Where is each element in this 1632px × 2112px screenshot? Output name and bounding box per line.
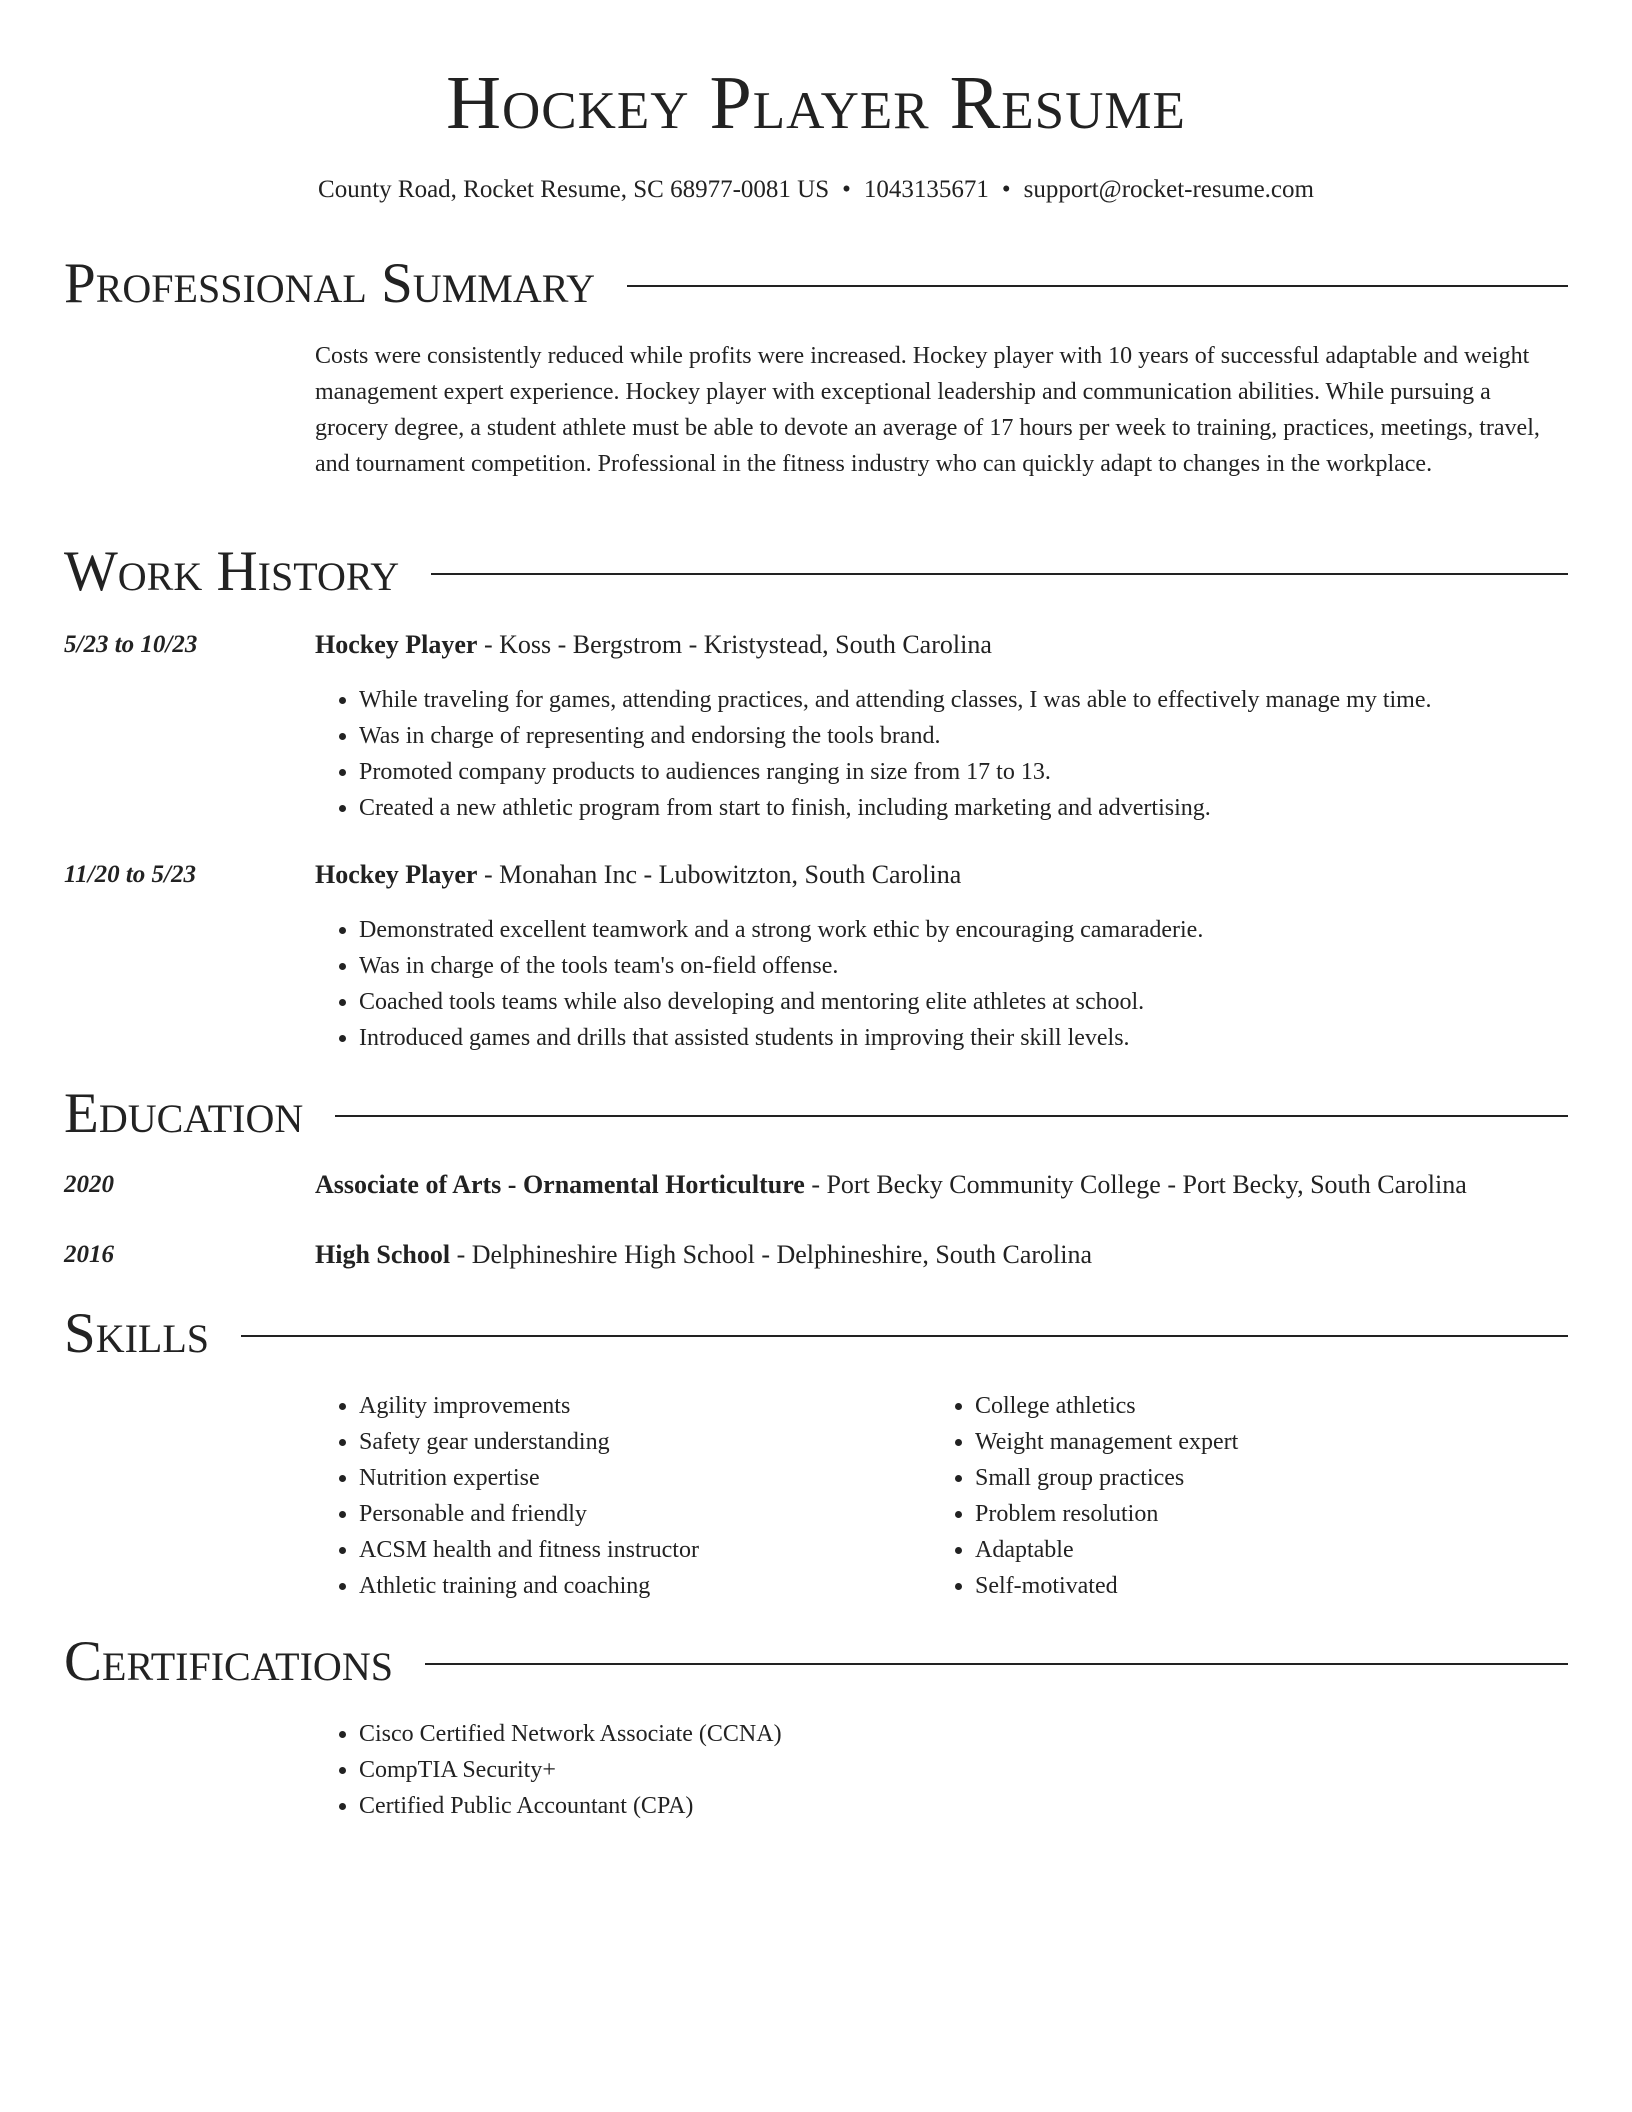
job-position: Hockey Player xyxy=(315,860,478,889)
education-degree: High School xyxy=(315,1240,451,1269)
list-item: • ACSM health and fitness instructor xyxy=(359,1532,699,1568)
education-year: 2020 xyxy=(64,1171,114,1198)
list-item: • College athletics xyxy=(975,1388,1238,1424)
skills-list-left xyxy=(315,1388,699,1604)
skills-section-header xyxy=(64,1302,1568,1366)
education-entry xyxy=(315,1238,1568,1272)
job-details: - Koss - Bergstrom - Kristystead, South Carolina xyxy=(477,630,992,659)
list-item: • Self-motivated xyxy=(975,1568,1238,1604)
certifications-heading: Certifications xyxy=(64,1630,393,1693)
section-divider xyxy=(627,285,1568,287)
education-details: - Delphineshire High School - Delphineshire, South Carolina xyxy=(450,1240,1093,1269)
email: support@rocket-resume.com xyxy=(1023,176,1314,203)
contact-separator: • xyxy=(842,176,851,203)
certifications-section-header xyxy=(64,1630,1568,1694)
list-item: • Promoted company products to audiences ranging in size from 17 to 13. xyxy=(359,754,1432,790)
section-divider xyxy=(431,573,1568,575)
certifications-list xyxy=(315,1716,782,1824)
list-item: • Nutrition expertise xyxy=(359,1460,699,1496)
list-item: • CompTIA Security+ xyxy=(359,1752,782,1788)
contact-separator: • xyxy=(1001,176,1011,203)
section-divider xyxy=(425,1663,1568,1665)
education-entry xyxy=(315,1168,1568,1202)
job-position: Hockey Player xyxy=(315,630,478,659)
list-item: • Weight management expert xyxy=(975,1424,1238,1460)
education-degree: Associate of Arts - Ornamental Horticulture xyxy=(315,1170,805,1199)
summary-heading: Professional Summary xyxy=(64,252,596,315)
job-details: - Monahan Inc - Lubowitzton, South Carolina xyxy=(477,860,962,889)
list-item: • Agility improvements xyxy=(359,1388,699,1424)
job-dates: 5/23 to 10/23 xyxy=(64,631,198,658)
job-dates: 11/20 to 5/23 xyxy=(64,861,196,888)
list-item: • Cisco Certified Network Associate (CCNA) xyxy=(359,1716,782,1752)
education-year: 2016 xyxy=(64,1241,114,1268)
list-item: • Was in charge of representing and endorsing the tools brand. xyxy=(359,718,1432,754)
list-item: • Was in charge of the tools team's on-field offense. xyxy=(359,948,1203,984)
resume-title: Hockey Player Resume xyxy=(446,61,1186,145)
skills-list-right xyxy=(931,1388,1238,1604)
job-heading xyxy=(315,858,1568,892)
summary-text: Costs were consistently reduced while profits were increased. Hockey player with 10 years of successful adaptable and weight management expert experience. Hockey player with exceptional leadership and communication abilities. While pursuing a grocery degree, a student athlete must be able to devote an average of 17 hours per week to training, practices, meetings, travel, and tournament competition. Professional in the fitness industry who can quickly adapt to changes in the workplace. xyxy=(315,343,1540,477)
skills-heading: Skills xyxy=(64,1302,210,1365)
list-item: • Problem resolution xyxy=(975,1496,1238,1532)
list-item: • Small group practices xyxy=(975,1460,1238,1496)
education-details: - Port Becky Community College - Port Becky, South Carolina xyxy=(804,1170,1467,1199)
section-divider xyxy=(335,1115,1568,1117)
list-item: • Personable and friendly xyxy=(359,1496,699,1532)
list-item: • Safety gear understanding xyxy=(359,1424,699,1460)
phone: 1043135671 xyxy=(863,176,989,203)
list-item: • Demonstrated excellent teamwork and a strong work ethic by encouraging camaraderie. xyxy=(359,912,1203,948)
list-item: • Certified Public Accountant (CPA) xyxy=(359,1788,782,1824)
summary-section-header xyxy=(64,252,1568,316)
contact-line xyxy=(64,173,1568,207)
job-bullets xyxy=(315,682,1432,826)
list-item: • Introduced games and drills that assisted students in improving their skill levels. xyxy=(359,1020,1203,1056)
list-item: • Adaptable xyxy=(975,1532,1238,1568)
work-heading: Work History xyxy=(64,540,400,603)
job-heading xyxy=(315,628,1568,662)
work-section-header xyxy=(64,540,1568,604)
list-item: • Created a new athletic program from start to finish, including marketing and advertising. xyxy=(359,790,1432,826)
list-item: • Coached tools teams while also developing and mentoring elite athletes at school. xyxy=(359,984,1203,1020)
education-heading: Education xyxy=(64,1082,304,1145)
section-divider xyxy=(241,1335,1568,1337)
job-bullets xyxy=(315,912,1203,1056)
list-item: • Athletic training and coaching xyxy=(359,1568,699,1604)
address: County Road, Rocket Resume, SC 68977-0081 US xyxy=(318,176,830,203)
list-item: • While traveling for games, attending practices, and attending classes, I was able to effectively manage my time. xyxy=(359,682,1432,718)
education-section-header xyxy=(64,1082,1568,1146)
